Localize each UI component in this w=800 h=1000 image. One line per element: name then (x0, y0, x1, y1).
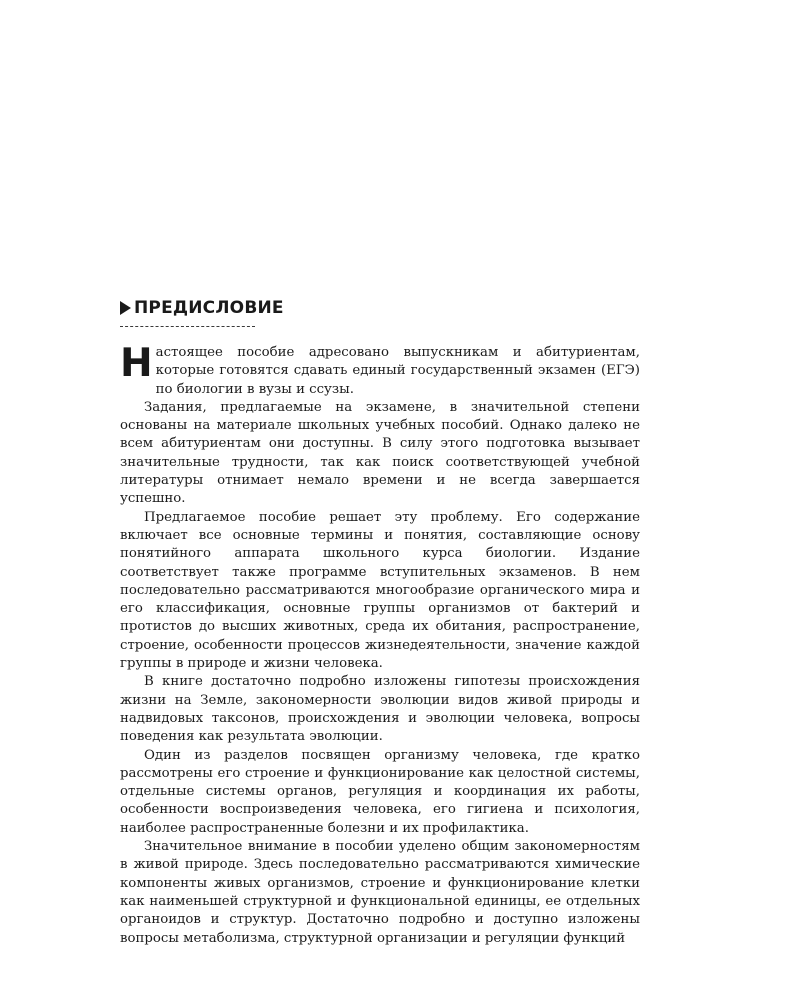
triangle-right-icon (120, 301, 131, 315)
paragraph: Предлагаемое пособие решает эту проблему. Его содержание включает все основные термины и понятия, составляющие основу понятийного аппарата школьного курса биологии. Издание соответствует также программе вступительных экзаменов. В нем последовательно рассматриваются многообразие органического мира и его классификация, основные группы организмов от бактерий и протистов до высших животных, среда их обитания, распространение, строение, особенности процессов жизнедеятельности, значение каждой группы в природе и жизни человека. (120, 509, 640, 672)
drop-cap: Н (120, 341, 153, 386)
paragraph: Один из разделов посвящен организму человека, где кратко рассмотрены его строение и функционирование как целостной системы, отдельные системы органов, регуляция и координация их работы, особенности воспроизведения человека, его гигиена и психология, наиболее распространенные болезни и их профилактика. (120, 747, 640, 836)
body-text (120, 341, 640, 948)
paragraph: Значительное внимание в пособии уделено общим закономерностям в живой природе. Здесь последовательно рассматриваются химические компоненты живых организмов, строение и функционирование клетки как наименьшей структурной и функциональной единицы, ее отдельных органоидов и структур. Достаточно подробно и доступно изложены вопросы метаболизма, структурной организации и регуляции функций (120, 839, 640, 946)
heading-dashed-underline (120, 326, 255, 327)
paragraph: Задания, предлагаемые на экзамене, в значительной степени основаны на материале школьных учебных пособий. Однако далеко не всем абитуриентам они доступны. В силу этого подготовка вызывает значительные трудности, так как поиск соответствующей учебной литературы отнимает немало времени и не всегда завершается успешно. (120, 399, 640, 507)
paragraph-intro-text: астоящее пособие адресовано выпускникам и абитуриентам, которые готовятся сдавать единый государственный экзамен (ЕГЭ) по биологии в вузы и ссузы. (155, 345, 640, 397)
section-title: ПРЕДИСЛОВИЕ (134, 298, 284, 318)
paragraph-intro (120, 341, 640, 399)
paragraph: В книге достаточно подробно изложены гипотезы происхождения жизни на Земле, закономерности эволюции видов живой природы и надвидовых таксонов, происхождения и эволюции человека, вопросы поведения как результата эволюции. (120, 674, 640, 745)
section-heading (120, 298, 284, 318)
